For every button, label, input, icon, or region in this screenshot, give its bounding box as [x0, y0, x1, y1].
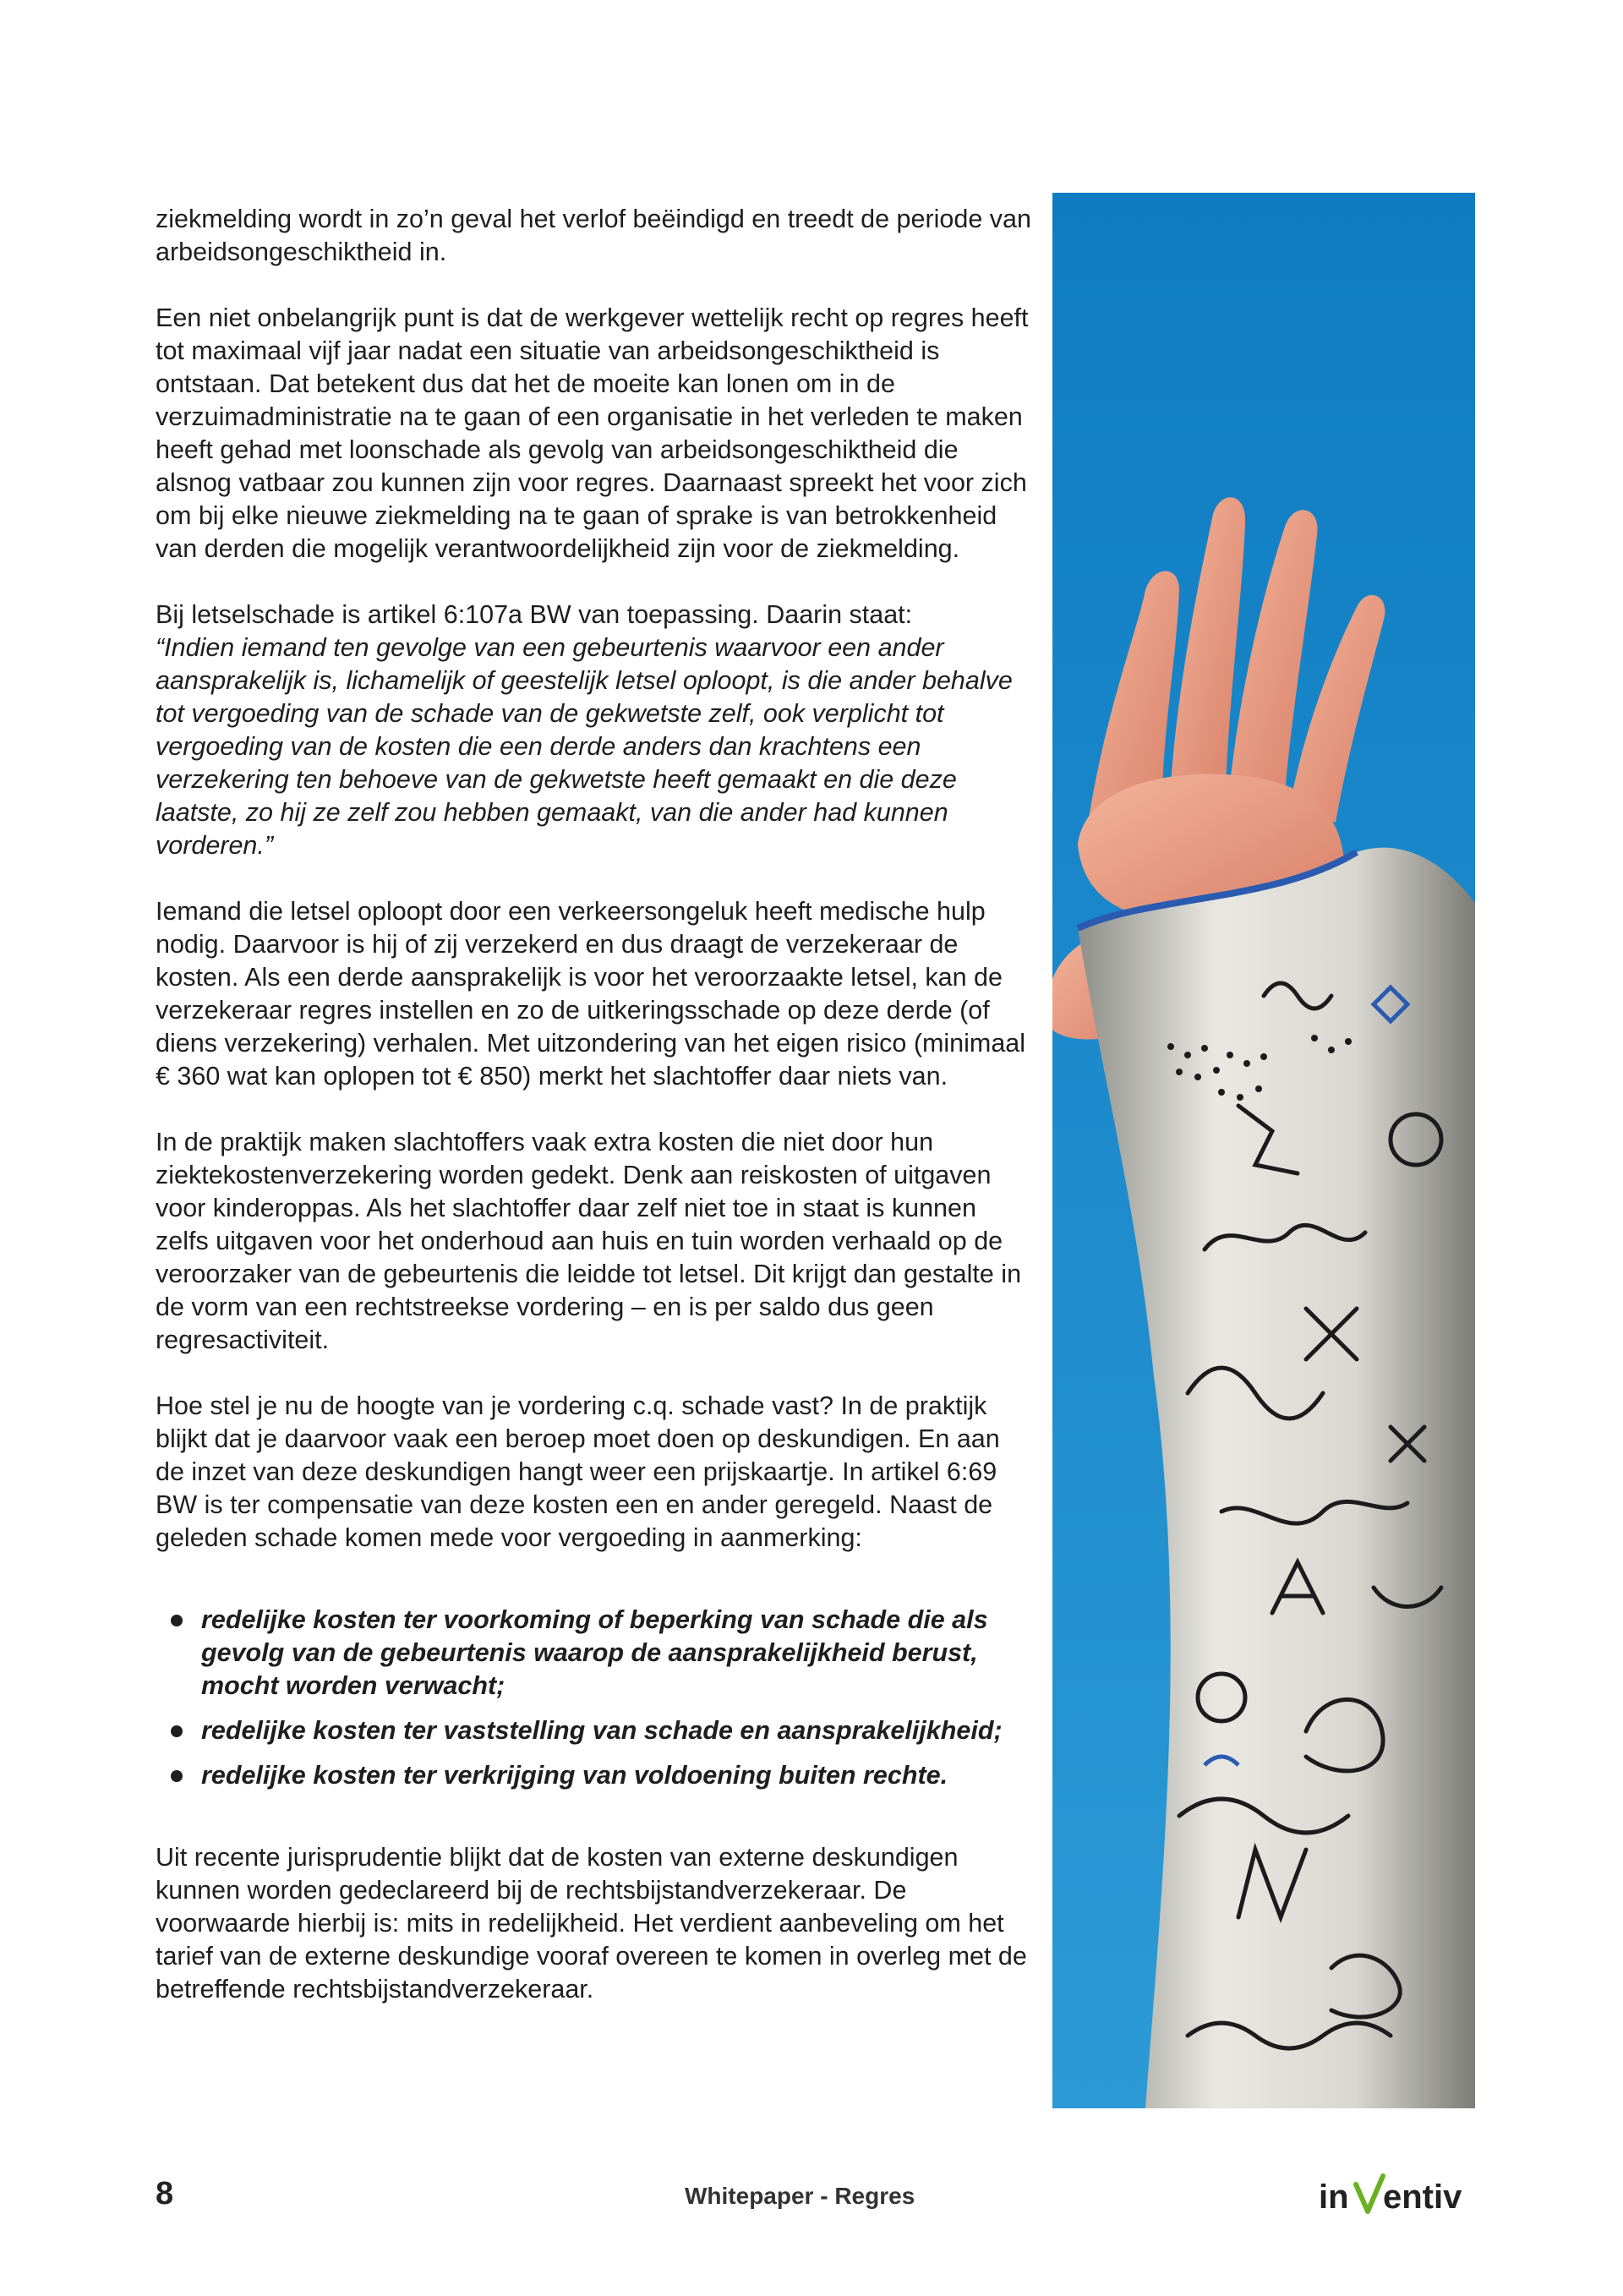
paragraph-with-quote	[156, 599, 1035, 862]
paragraph: Uit recente jurisprudentie blijkt dat de kosten van externe deskundigen kunnen worden gedeclareerd bij de rechtsbijstandverzekeraar. De voorwaarde hierbij is: mits in redelijkheid. Het verdient aanbeveling om het tarief van de externe deskundige vooraf overeen te komen in overleg met de betreffende rechtsbijstandverzekeraar.	[156, 1843, 1027, 2004]
bullet-icon	[171, 1725, 183, 1737]
list-item-text: redelijke kosten ter vaststelling van schade en aansprakelijkheid;	[201, 1716, 1003, 1745]
bullet-icon	[171, 1615, 183, 1626]
list-item	[156, 1759, 1035, 1792]
bullet-icon	[171, 1770, 183, 1782]
paragraph: Hoe stel je nu de hoogte van je vordering c.q. schade vast? In de praktijk blijkt dat je daarvoor vaak een beroep moet doen op deskundigen. En aan de inzet van deze deskundigen hangt weer een prijskaartje. In artikel 6:69 BW is ter compensatie van deze kosten een en ander geregeld. Naast de geleden schade komen mede voor vergoeding in aanmerking:	[156, 1391, 1000, 1552]
page-footer	[0, 2173, 1623, 2240]
svg-text:in: in	[1319, 2178, 1349, 2216]
footer-title: Whitepaper - Regres	[685, 2183, 915, 2209]
page-number: 8	[156, 2176, 174, 2211]
list-item	[156, 1714, 1035, 1747]
article-body	[156, 203, 1035, 2039]
paragraph: ziekmelding wordt in zo’n geval het verlof beëindigd en treedt de periode van arbeidsongeschiktheid in.	[156, 205, 1031, 266]
paragraph: Een niet onbelangrijk punt is dat de werkgever wettelijk recht op regres heeft tot maximaal vijf jaar nadat een situatie van arbeidsongeschiktheid is ontstaan. Dat betekent dus dat het de moeite kan lonen om in de verzuimadministratie na te gaan of een organisatie in het verleden te maken heeft gehad met loonschade als gevolg van arbeidsongeschiktheid die alsnog vatbaar zou kunnen zijn voor regres. Daarnaast spreekt het voor zich om bij elke nieuwe ziekmelding na te gaan of sprake is van betrokkenheid van derden die mogelijk verantwoordelijkheid zijn voor de ziekmelding.	[156, 303, 1029, 563]
paragraph-intro: Bij letselschade is artikel 6:107a BW van toepassing. Daarin staat:	[156, 600, 913, 629]
paragraph: In de praktijk maken slachtoffers vaak extra kosten die niet door hun ziektekostenverzekering worden gedekt. Denk aan reiskosten of uitgaven voor kinderoppas. Als het slachtoffer daar zelf niet toe in staat is kunnen zelfs uitgaven voor het onderhoud aan huis en tuin worden verhaald op de veroorzaker van de gebeurtenis die leidde tot letsel. Dit krijgt dan gestalte in de vorm van een rechtstreekse vordering – en is per saldo dus geen regresactiviteit.	[156, 1128, 1022, 1354]
hand-cast-photo	[1052, 193, 1475, 2108]
inventiv-logo	[1319, 2173, 1479, 2220]
list-item	[156, 1604, 1035, 1703]
list-item-text: redelijke kosten ter verkrijging van voldoening buiten rechte.	[201, 1761, 948, 1790]
law-quote: “Indien iemand ten gevolge van een gebeurtenis waarvoor een ander aansprakelijk is, lichamelijk of geestelijk letsel oploopt, is die ander behalve tot vergoeding van de schade van de gekwetste zelf, ook verplicht tot vergoeding van de kosten die een derde anders dan krachtens een verzekering ten behoeve van de gekwetste heeft gemaakt en die deze laatste, zo hij ze zelf zou hebben gemaakt, van die ander had kunnen vorderen.”	[156, 633, 1013, 860]
svg-text:entiv: entiv	[1383, 2178, 1462, 2216]
cost-list	[156, 1604, 1035, 1792]
paragraph: Iemand die letsel oploopt door een verkeersongeluk heeft medische hulp nodig. Daarvoor is hij of zij verzekerd en dus draagt de verzekeraar de kosten. Als een derde aansprakelijk is voor het veroorzaakte letsel, kan de verzekeraar regres instellen en zo de uitkeringsschade op deze derde (of diens verzekering) verhalen. Met uitzondering van het eigen risico (minimaal € 360 wat kan oplopen tot € 850) merkt het slachtoffer daar niets van.	[156, 897, 1026, 1091]
list-item-text: redelijke kosten ter voorkoming of beperking van schade die als gevolg van de gebeurtenis waarop de aansprakelijkheid berust, mocht worden verwacht;	[201, 1605, 988, 1700]
hand-cast-illustration	[1052, 193, 1475, 2108]
